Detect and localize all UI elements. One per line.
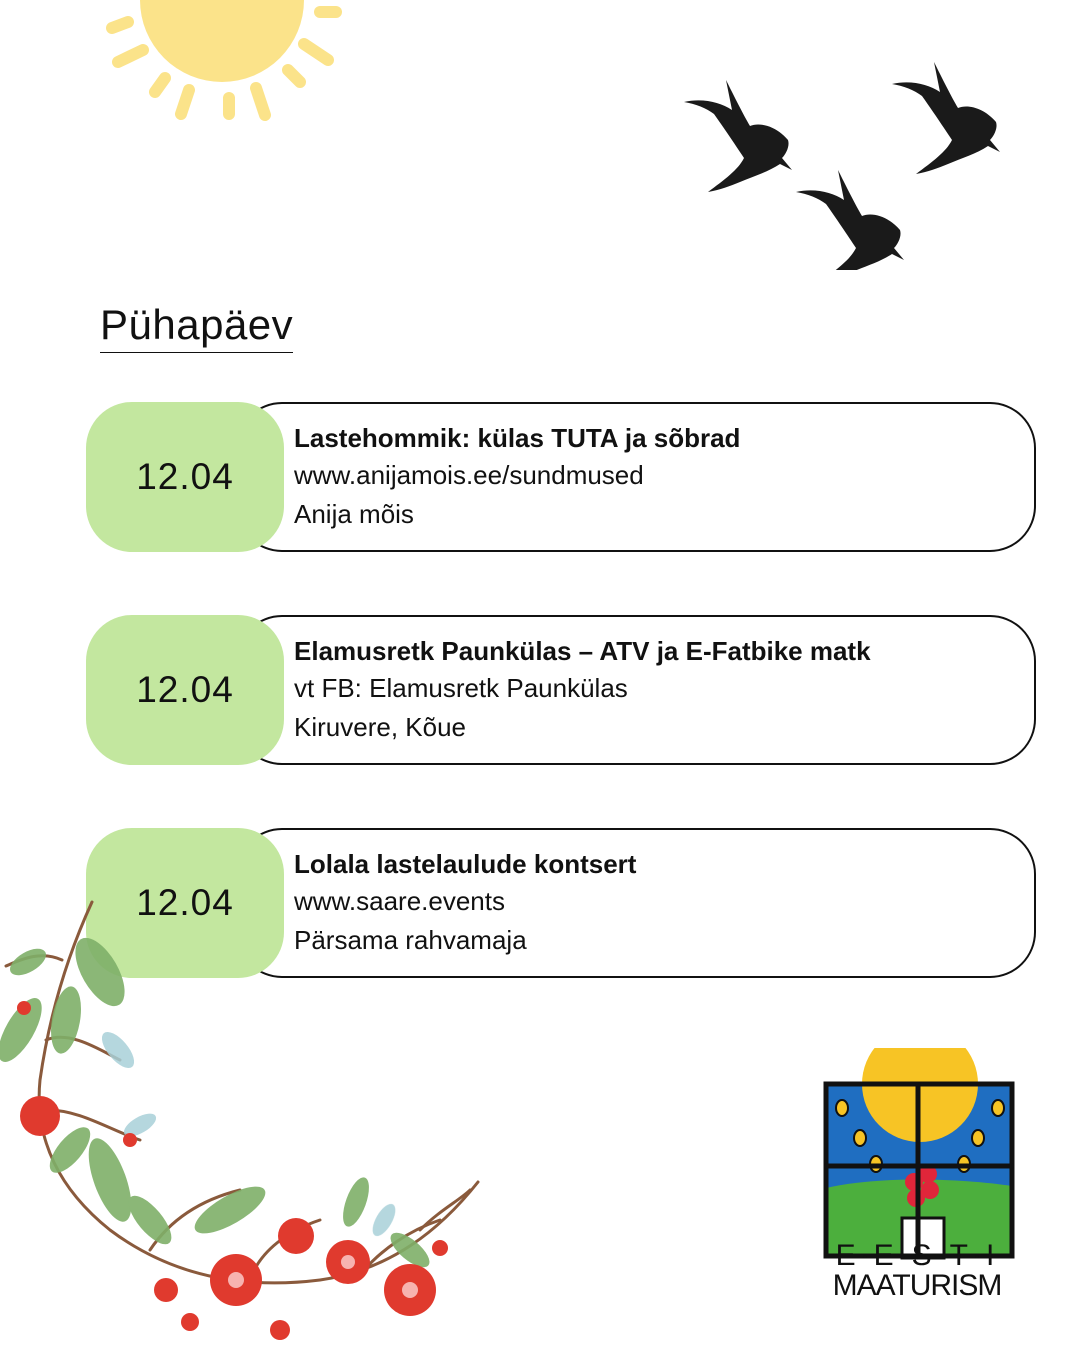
page-title: Pühapäev bbox=[100, 300, 293, 353]
event-location: Anija mõis bbox=[294, 499, 414, 529]
event-location: Kiruvere, Kõue bbox=[294, 712, 466, 742]
event-title: Lastehommik: külas TUTA ja sõbrad bbox=[294, 423, 741, 453]
swallows-icon bbox=[670, 50, 1010, 270]
logo-text-eesti: E·E·S·T·I bbox=[835, 1239, 999, 1272]
swallow-icon bbox=[892, 62, 1000, 174]
event-title: Lolala lastelaulude kontsert bbox=[294, 849, 637, 879]
event-info: vt FB: Elamusretk Paunkülas bbox=[294, 673, 628, 703]
logo-text-maaturism: MAATURISM bbox=[832, 1269, 1002, 1302]
event-date: 12.04 bbox=[86, 402, 284, 552]
swallow-icon bbox=[796, 170, 904, 270]
event-location: Pärsama rahvamaja bbox=[294, 925, 527, 955]
sun-icon bbox=[0, 0, 360, 140]
event-card bbox=[86, 615, 1036, 765]
event-date: 12.04 bbox=[86, 828, 284, 978]
event-link[interactable]: www.anijamois.ee/sundmused bbox=[294, 460, 644, 490]
event-link[interactable]: www.saare.events bbox=[294, 886, 505, 916]
event-card bbox=[86, 402, 1036, 552]
event-date: 12.04 bbox=[86, 615, 284, 765]
flower-branch-icon bbox=[0, 890, 490, 1350]
swallow-icon bbox=[684, 80, 792, 192]
event-title: Elamusretk Paunkülas – ATV ja E-Fatbike matk bbox=[294, 636, 871, 666]
